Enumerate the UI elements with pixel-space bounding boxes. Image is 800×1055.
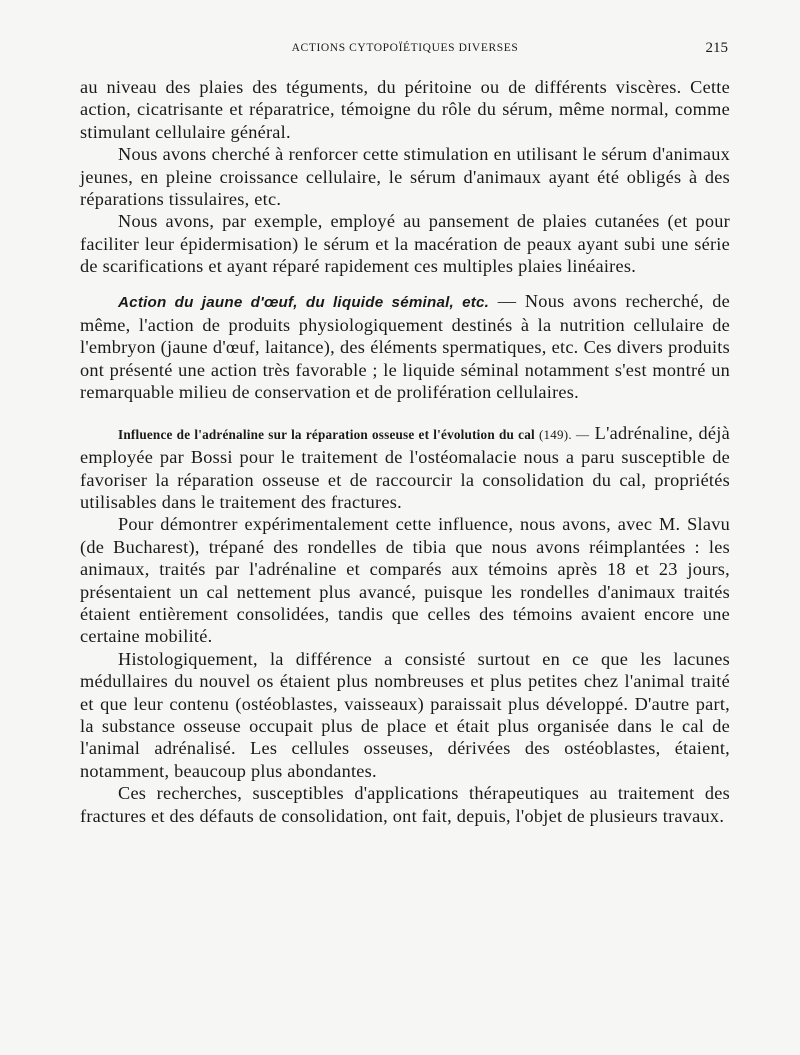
page-header (80, 42, 730, 62)
paragraph-histology: Histologiquement, la différence a consisté surtout en ce que les lacunes médullaires du nouvel os étaient plus nombreuses et plus petites chez l'animal traité et que leur contenu (ostéoblastes, vaisseaux) paraissait plus développé. D'autre part, la substance osseuse occupait plus de place et était plus organisée dans le cal de l'animal adrénalisé. Les cellules osseuses, dérivées des ostéoblastes, étaient, notamment, beaucoup plus abondantes. (80, 648, 730, 781)
page-number: 215 (705, 40, 728, 56)
running-head: ACTIONS CYTOPOÏÉTIQUES DIVERSES (291, 42, 519, 54)
paragraph-conclusion: Ces recherches, susceptibles d'applications thérapeutiques au traitement des fractures et des défauts de consolidation, ont fait, depuis, l'objet de plusieurs travaux. (80, 783, 730, 826)
page-body (80, 76, 730, 827)
section-text-egg-yolk: — Nous avons recherché, de même, l'action de produits physiologiquement destinés à la nutrition cellulaire de l'embryon (jaune d'œuf, laitance), des éléments spermatiques, etc. Ces divers produits ont présenté une action très favorable ; le liquide séminal notamment s'est montré un remarquable milieu de conservation et de prolifération cellulaires. (80, 290, 731, 403)
paragraph-young-serum: Nous avons cherché à renforcer cette stimulation en utilisant le sérum d'animaux jeunes, en pleine croissance cellulaire, le sérum d'animaux ayant été obligés à des réparations tissulaires, etc. (80, 144, 730, 210)
reference-number: (149). — (534, 426, 590, 442)
section-egg-yolk (80, 290, 730, 404)
section-adrenaline (80, 422, 730, 514)
paragraph-dressing-example: Nous avons, par exemple, employé au pansement de plaies cutanées (et pour faciliter leur épidermisation) le sérum et la macération de peaux ayant subi une série de scarifications et ayant réparé rapidement ces multiples plaies linéaires. (80, 211, 730, 277)
section-heading-egg-yolk: Action du jaune d'œuf, du liquide séminal, etc. (118, 293, 490, 311)
paragraph-continuation: au niveau des plaies des téguments, du péritoine ou de différents viscères. Cette action, cicatrisante et réparatrice, témoigne du rôle du sérum, même normal, comme stimulant cellulaire général. (80, 77, 730, 142)
paragraph-experiment: Pour démontrer expérimentalement cette influence, nous avons, avec M. Slavu (de Bucharest), trépané des rondelles de tibia que nous avons réimplantées : les animaux, traités par l'adrénaline et comparés aux témoins après 18 et 23 jours, présentaient un cal nettement plus avancé, puisque les rondelles d'animaux traités étaient entièrement consolidées, tandis que celles des témoins avaient encore une certaine mobilité. (80, 514, 730, 647)
section-text-adrenaline: L'adrénaline, déjà employée par Bossi pour le traitement de l'ostéomalacie nous a paru susceptible de favoriser la réparation osseuse et de raccourcir la consolidation du cal, propriétés utilisables dans le traitement des fractures. (80, 422, 730, 512)
section-heading-adrenaline: Influence de l'adrénaline sur la réparation osseuse et l'évolution du cal (118, 426, 535, 442)
